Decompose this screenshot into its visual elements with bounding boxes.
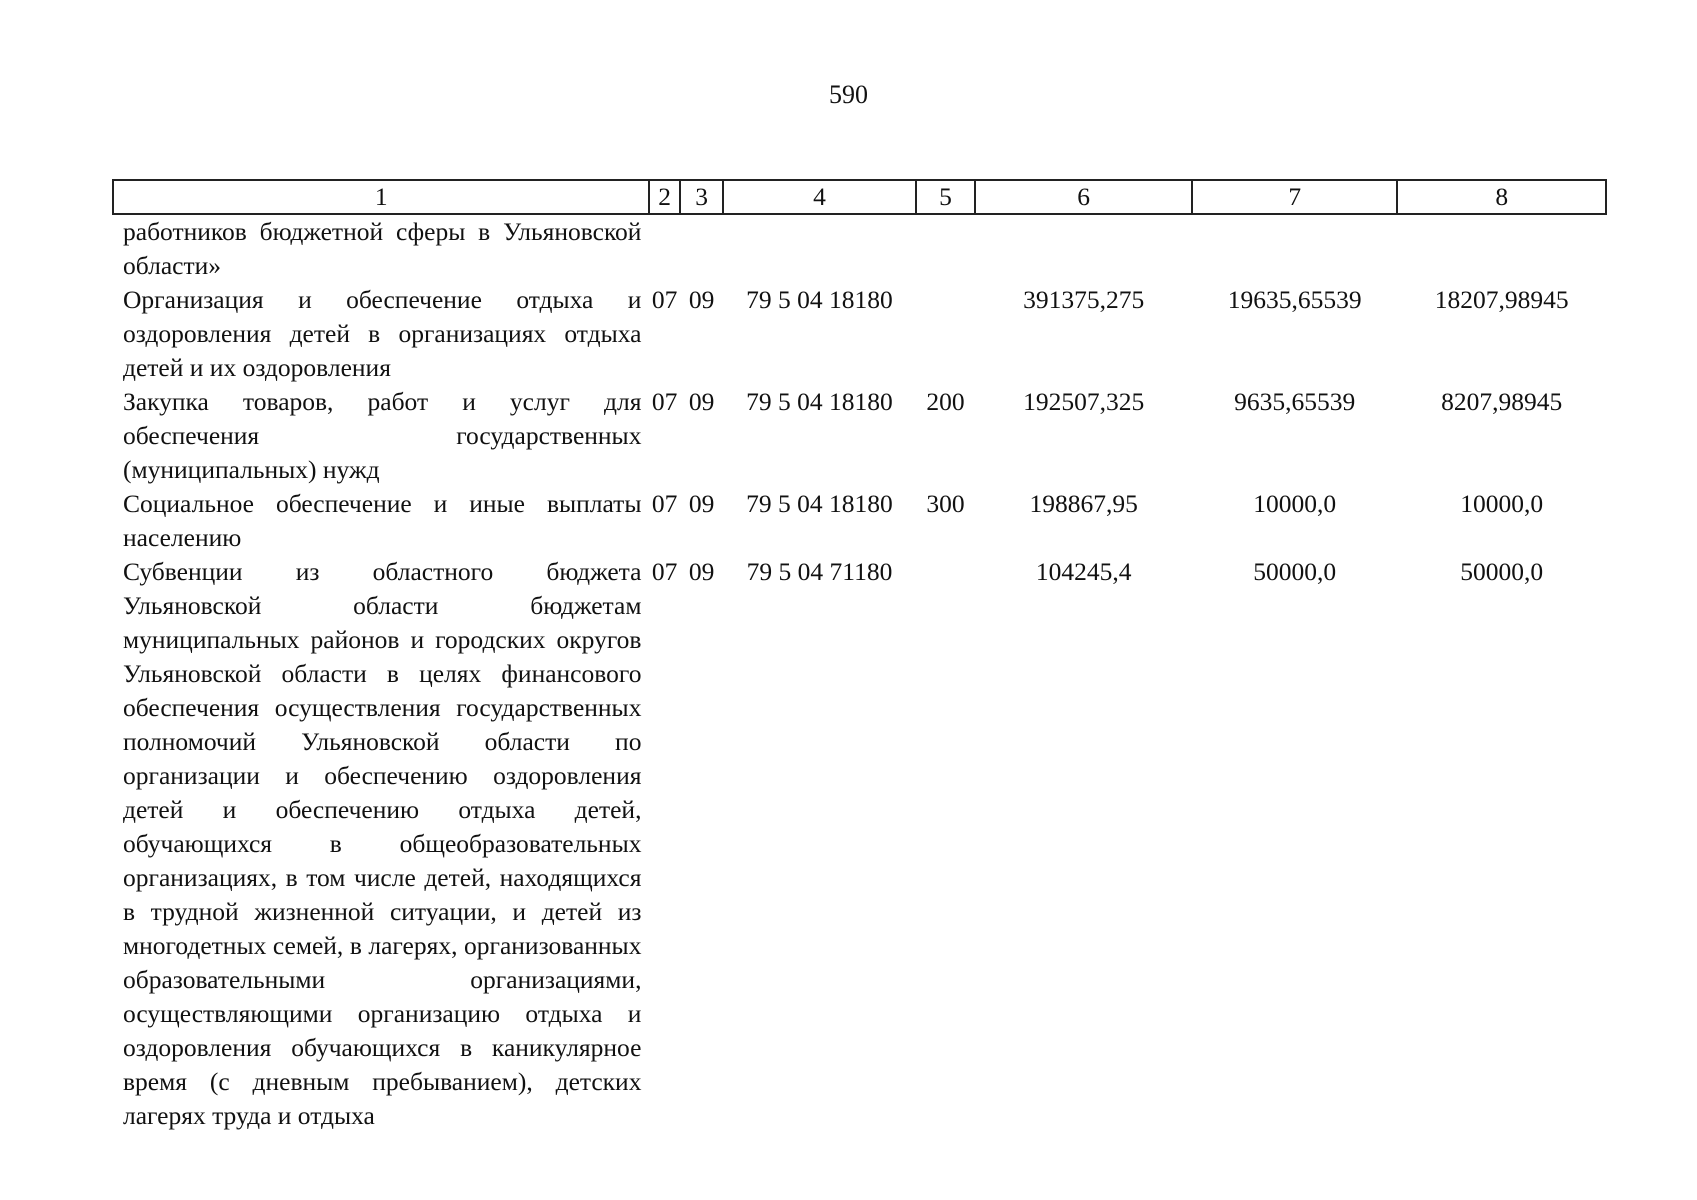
row-amount-7: 50000,0 <box>1253 557 1337 586</box>
row-section: 07 <box>651 387 678 416</box>
row-description: Закупка товаров, работ и услуг для обеспечения государственных (муниципальных) нужд <box>123 387 642 484</box>
row-amount-8: 10000,0 <box>1460 489 1544 518</box>
table-row <box>113 214 1606 283</box>
page-number: 590 <box>829 80 868 109</box>
row-expense-type: 300 <box>926 489 965 518</box>
header-row <box>113 180 1606 214</box>
column-header-1: 1 <box>113 180 649 214</box>
row-description: Организация и обеспечение отдыха и оздоровления детей в организациях отдыха детей и их оздоровления <box>123 285 642 382</box>
table-row <box>113 385 1606 487</box>
row-target-code: 79 5 04 18180 <box>746 489 893 518</box>
row-expense-type <box>916 214 976 283</box>
row-section: 07 <box>651 285 678 314</box>
row-target-code <box>723 214 915 283</box>
row-amount-8: 18207,98945 <box>1434 285 1569 314</box>
row-target-code: 79 5 04 71180 <box>746 557 893 586</box>
row-expense-type: 200 <box>926 387 965 416</box>
row-subsection: 09 <box>688 387 715 416</box>
row-amount-7: 9635,65539 <box>1234 387 1356 416</box>
row-amount-8 <box>1397 214 1606 283</box>
row-amount-6: 391375,275 <box>1023 285 1145 314</box>
row-expense-type <box>916 555 976 1133</box>
row-amount-7: 10000,0 <box>1253 489 1337 518</box>
column-header-4: 4 <box>723 180 915 214</box>
budget-table <box>112 179 1607 1133</box>
row-description: Субвенции из областного бюджета Ульяновской области бюджетам муниципальных районов и городских округов Ульяновской области в целях финансового обеспечения осуществления государственных полномочий Ульяновской области по организации и обеспечению оздоровления детей и обеспечению отдыха детей, обучающихся в общеобразовательных организациях, в том числе детей, находящихся в трудной жизненной ситуации, и детей из многодетных семей, в лагерях, организованных образовательными организациями, осуществляющими организацию отдыха и оздоровления обучающихся в каникулярное время (с дневным пребыванием), детских лагерях труда и отдыха <box>123 557 642 1130</box>
row-subsection: 09 <box>688 285 715 314</box>
column-header-5: 5 <box>916 180 976 214</box>
row-amount-8: 8207,98945 <box>1441 387 1563 416</box>
row-amount-6: 198867,95 <box>1029 489 1138 518</box>
row-description: Социальное обеспечение и иные выплаты населению <box>123 489 642 552</box>
table-row <box>113 555 1606 1133</box>
row-target-code: 79 5 04 18180 <box>746 285 893 314</box>
column-header-7: 7 <box>1192 180 1397 214</box>
row-amount-6: 104245,4 <box>1035 557 1132 586</box>
row-subsection <box>680 214 724 283</box>
column-header-3: 3 <box>680 180 724 214</box>
row-target-code: 79 5 04 18180 <box>746 387 893 416</box>
row-amount-8: 50000,0 <box>1460 557 1544 586</box>
table-row <box>113 283 1606 385</box>
row-amount-6 <box>975 214 1192 283</box>
row-subsection: 09 <box>688 557 715 586</box>
row-description: работников бюджетной сферы в Ульяновской области» <box>123 217 642 280</box>
column-header-8: 8 <box>1397 180 1606 214</box>
row-amount-7 <box>1192 214 1397 283</box>
row-amount-7: 19635,65539 <box>1227 285 1362 314</box>
row-section: 07 <box>651 557 678 586</box>
row-subsection: 09 <box>688 489 715 518</box>
row-expense-type <box>916 283 976 385</box>
row-amount-6: 192507,325 <box>1023 387 1145 416</box>
column-header-6: 6 <box>975 180 1192 214</box>
row-section <box>649 214 679 283</box>
table-row <box>113 487 1606 555</box>
column-header-2: 2 <box>649 180 679 214</box>
row-section: 07 <box>651 489 678 518</box>
